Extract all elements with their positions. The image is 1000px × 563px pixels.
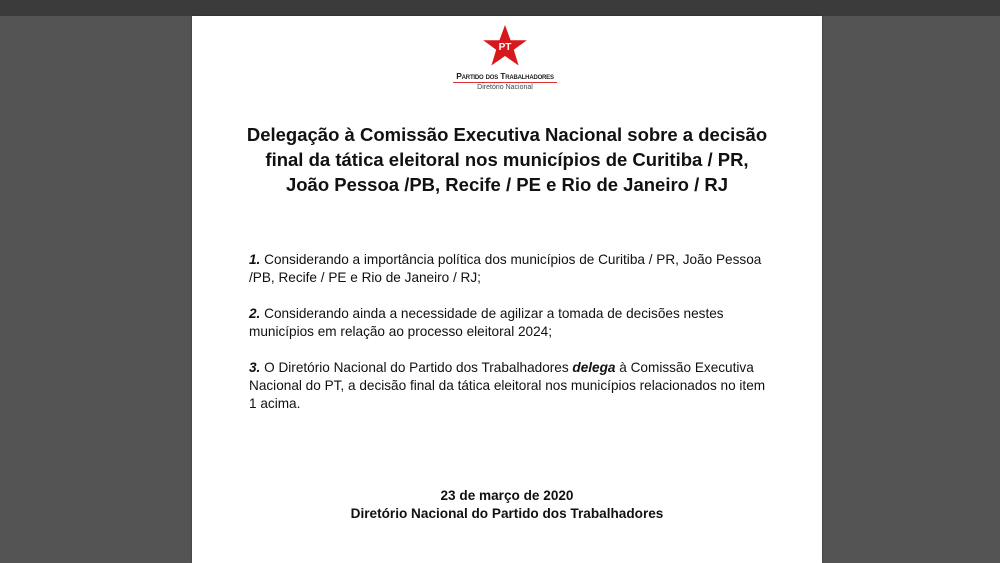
logo-divider [453,82,557,83]
logo-party-name: Partido dos Trabalhadores [456,71,554,81]
title-line-3: João Pessoa /PB, Recife / PE e Rio de Janeiro / RJ [285,174,729,195]
footer-date: 23 de março de 2020 [440,488,574,503]
logo-subtitle: Diretório Nacional [477,84,533,91]
paragraph-3-emphasis: delega [572,360,616,375]
paragraph-1-text: Considerando a importância política dos municípios de Curitiba / PR, João Pessoa /PB, Recife / PE e Rio de Janeiro / RJ; [249,252,762,285]
paragraph-1 [249,251,769,287]
document-title [232,122,782,197]
paragraph-3-text-before: O Diretório Nacional do Partido dos Trabalhadores [260,360,573,375]
viewer-top-bar [0,0,1000,16]
paragraph-2 [249,305,769,341]
paragraph-2-number: 2. [249,306,261,321]
paragraph-3 [249,359,769,413]
title-line-1: Delegação à Comissão Executiva Nacional sobre a decisão [246,124,768,145]
paragraph-3-text-after: à Comissão Executiva Nacional do PT, a decisão final da tática eleitoral nos municípios relacionados no item 1 acima. [249,360,766,411]
footer-organization: Diretório Nacional do Partido dos Trabalhadores [350,506,664,521]
paragraph-2-text: Considerando ainda a necessidade de agilizar a tomada de decisões nestes municípios em relação ao processo eleitoral 2024; [249,306,724,339]
title-line-2: final da tática eleitoral nos municípios de Curitiba / PR, [265,149,749,170]
pt-star-text: PT [498,42,512,53]
paragraph-1-number: 1. [249,252,261,267]
pt-logo [445,24,565,92]
document-page [192,16,822,563]
paragraph-3-number: 3. [249,360,261,375]
pt-star-icon [482,24,528,68]
